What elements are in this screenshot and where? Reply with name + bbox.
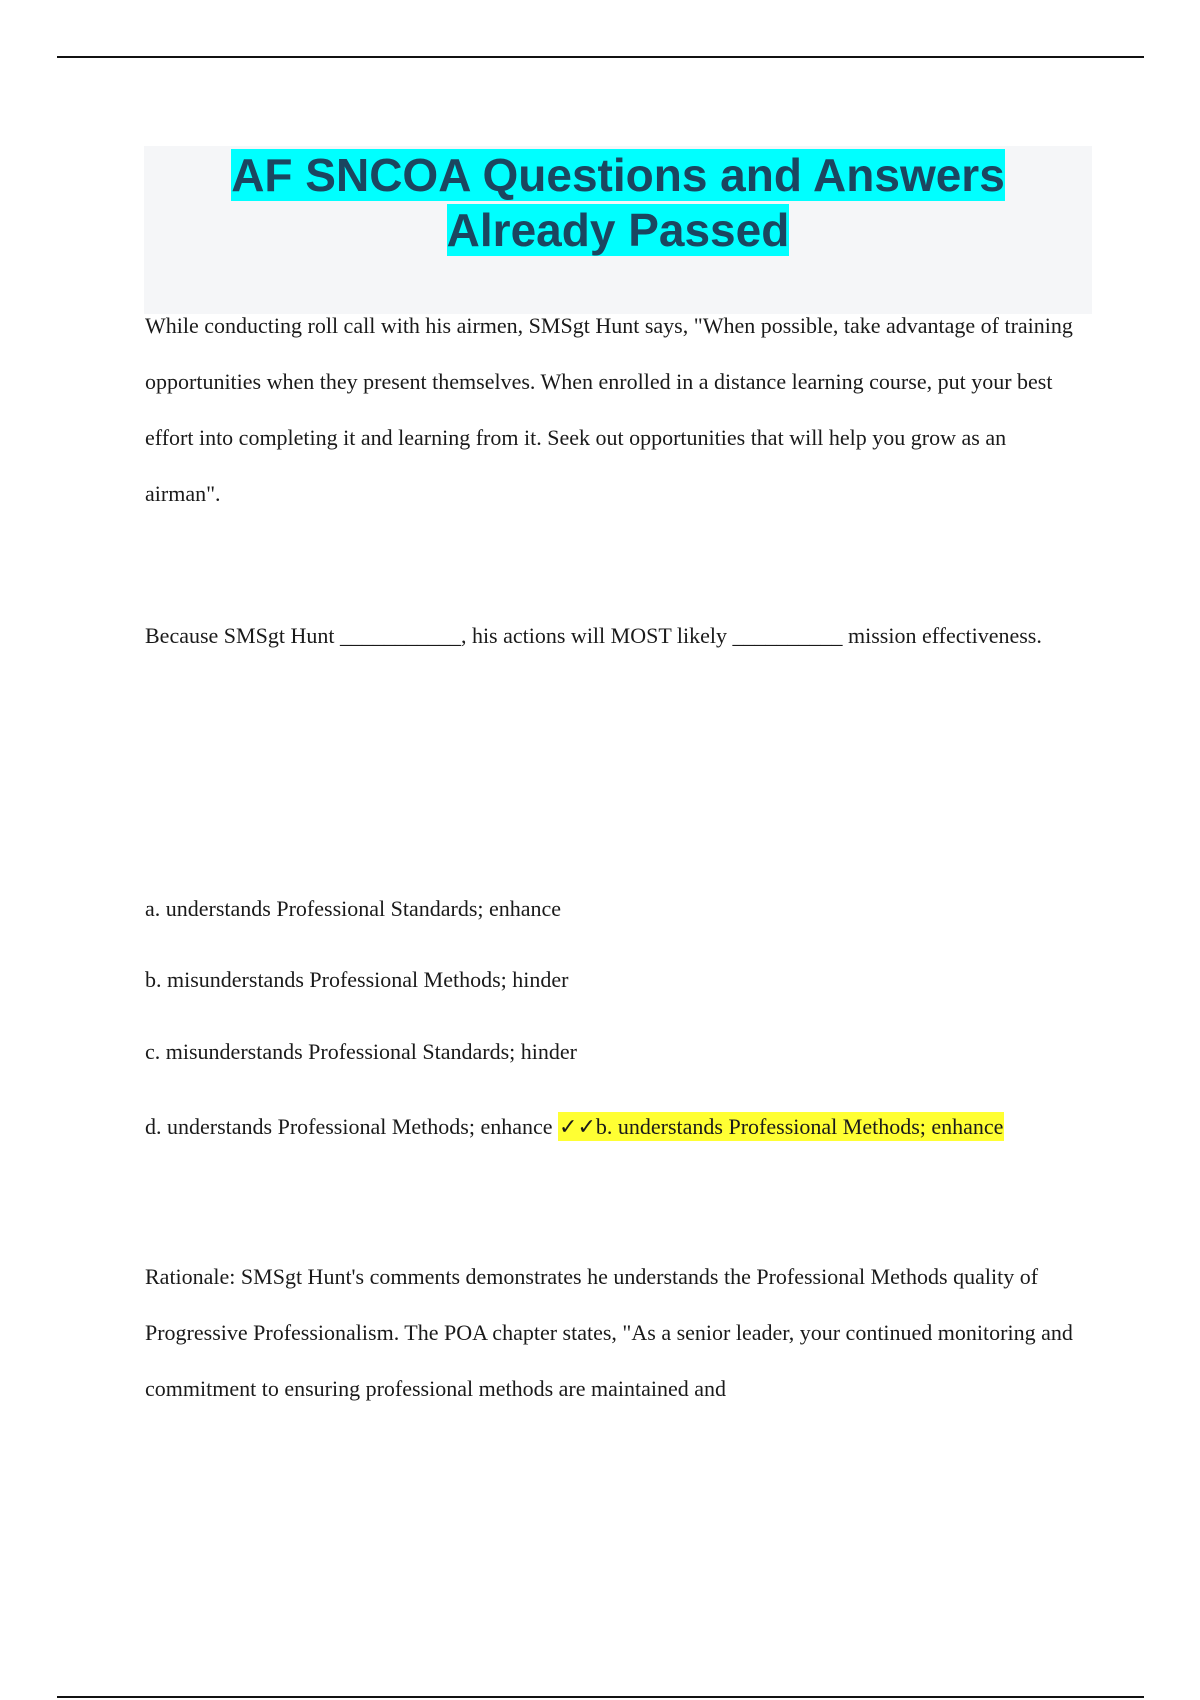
document-title-text: AF SNCOA Questions and Answers Already Passed [231, 149, 1005, 256]
rationale: Rationale: SMSgt Hunt's comments demonstrates he understands the Professional Methods quality of Progressive Professionalism. The POA chapter states, "As a senior leader, your continued monitoring and commitment to ensuring professional methods are maintained and [145, 1264, 1073, 1401]
footer-rule [57, 1696, 1144, 1698]
header-rule [57, 56, 1144, 58]
option-d [145, 1111, 1004, 1143]
option-a: a. understands Professional Standards; enhance [145, 896, 562, 921]
option-d-text: d. understands Professional Methods; enhance [145, 1114, 559, 1139]
answer-highlight [558, 1112, 1004, 1141]
question-intro: While conducting roll call with his airmen, SMSgt Hunt says, "When possible, take advantage of training opportunities when they present themselves. When enrolled in a distance learning course, put your best effort into completing it and learning from it. Seek out opportunities that will help you grow as an airman". [145, 313, 1073, 506]
option-b: b. misunderstands Professional Methods; hinder [145, 967, 569, 992]
answer-text: b. understands Professional Methods; enhance [595, 1114, 1004, 1139]
checkmark-icon: ✓✓ [559, 1114, 596, 1139]
option-c: c. misunderstands Professional Standards; hinder [145, 1039, 577, 1064]
document-title [144, 148, 1092, 258]
question-prompt: Because SMSgt Hunt ___________, his actions will MOST likely __________ mission effectiveness. [145, 623, 1042, 648]
